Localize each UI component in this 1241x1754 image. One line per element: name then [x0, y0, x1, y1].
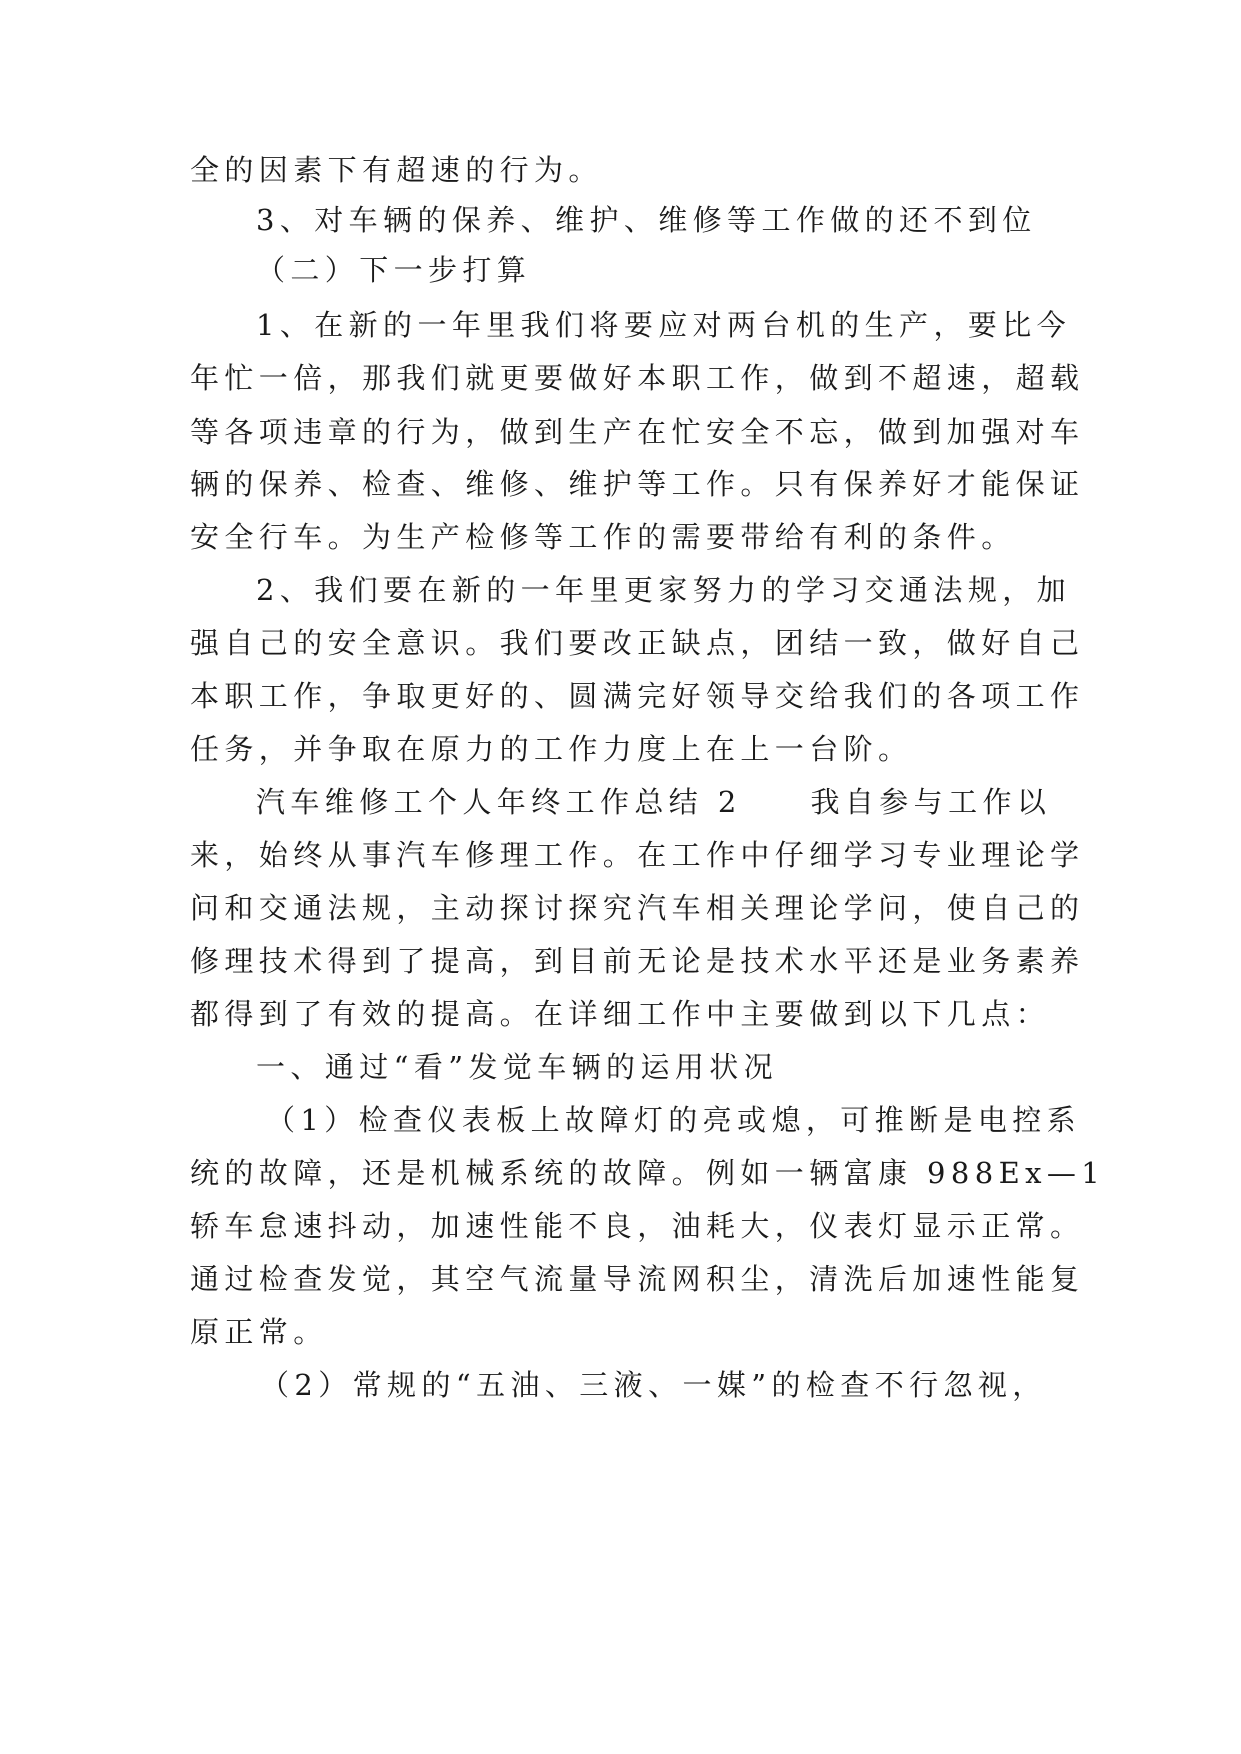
text-line: 年忙一倍，那我们就更要做好本职工作，做到不超速，超载: [190, 361, 1085, 395]
text-line: 来，始终从事汽车修理工作。在工作中仔细学习专业理论学: [190, 838, 1085, 872]
text-line: 任务，并争取在原力的工作力度上在上一台阶。: [190, 732, 913, 766]
section-title-line: 汽车维修工个人年终工作总结 2 我自参与工作以: [256, 785, 1052, 819]
text-line: 安全行车。为生产检修等工作的需要带给有利的条件。: [190, 520, 1016, 554]
text-line: （1）检查仪表板上故障灯的亮或熄，可推断是电控系: [266, 1103, 1082, 1137]
text-line: 辆的保养、检查、维修、维护等工作。只有保养好才能保证: [190, 467, 1085, 501]
section-heading: 一、通过“看”发觉车辆的运用状况: [256, 1050, 779, 1084]
text-line: 统的故障，还是机械系统的故障。例如一辆富康 988Ex—1: [190, 1156, 1106, 1190]
text-line: 强自己的安全意识。我们要改正缺点，团结一致，做好自己: [190, 626, 1085, 660]
section-heading: （二）下一步打算: [256, 253, 532, 287]
text-line: 等各项违章的行为，做到生产在忙安全不忘，做到加强对车: [190, 415, 1085, 449]
text-line: 全的因素下有超速的行为。: [190, 153, 603, 187]
text-line: 问和交通法规，主动探讨探究汽车相关理论学问，使自己的: [190, 891, 1085, 925]
text-line: 通过检查发觉，其空气流量导流网积尘，清洗后加速性能复: [190, 1262, 1085, 1296]
text-line: 1、在新的一年里我们将要应对两台机的生产，要比今: [256, 308, 1072, 342]
text-line: 3、对车辆的保养、维护、维修等工作做的还不到位: [256, 203, 1037, 237]
text-line: 修理技术得到了提高，到目前无论是技术水平还是业务素养: [190, 944, 1085, 978]
text-line: 原正常。: [190, 1315, 328, 1349]
text-line: 2、我们要在新的一年里更家努力的学习交通法规，加: [256, 573, 1072, 607]
text-line: 都得到了有效的提高。在详细工作中主要做到以下几点：: [190, 997, 1051, 1031]
text-line: （2）常规的“五油、三液、一媒”的检查不行忽视，: [260, 1368, 1047, 1402]
text-line: 轿车怠速抖动，加速性能不良，油耗大，仪表灯显示正常。: [190, 1209, 1085, 1243]
text-line: 本职工作，争取更好的、圆满完好领导交给我们的各项工作: [190, 679, 1085, 713]
